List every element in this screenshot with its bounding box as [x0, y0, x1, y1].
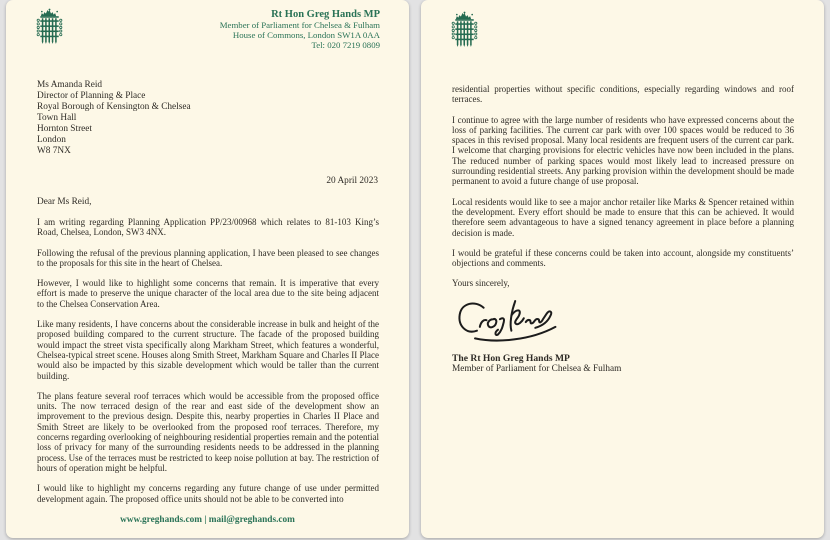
recipient-line: Ms Amanda Reid	[37, 80, 103, 90]
letterhead-role: Member of Parliament for Chelsea & Fulham	[219, 20, 380, 30]
letterhead-name: Rt Hon Greg Hands MP	[271, 9, 380, 20]
paragraph: Like many residents, I have concerns about the considerable increase in bulk and height of the proposed building compared to the current structure. The facade of the proposed building would impact the street vista specifically along Markham Street, which features a wonderful, Chelsea-typical street scene. Houses along Smith Street, Markham Square and Charles II Place would also be impacted by this sizable development which would be taller than the current building.	[37, 319, 379, 381]
letter-page-1	[6, 0, 409, 538]
recipient-line: London	[37, 135, 66, 145]
letterhead-telephone: Tel: 020 7219 0809	[311, 39, 380, 50]
recipient-line: Royal Borough of Kensington & Chelsea	[37, 102, 191, 112]
closing: Yours sincerely,	[452, 278, 510, 289]
paragraph: residential properties without specific conditions, especially regarding windows and roof terraces.	[452, 84, 794, 105]
letter-page-2	[421, 0, 824, 538]
paragraph: However, I would like to highlight some concerns that remain. It is imperative that every effort is made to preserve the unique character of the local area due to the site being adjacent to the Chelsea Conservation Area.	[37, 278, 379, 309]
paragraph: I continue to agree with the large number of residents who have expressed concerns about the loss of parking facilities. The current car park with over 100 spaces would be reduced to 36 spaces in this revised proposal. Many local residents are frequent users of the current car park. I welcome that charging provisions for electric vehicles have now been included in the plans. The reduced number of parking spaces would most likely lead to increased pressure on surrounding residential streets. Any parking provision within the development should be made permanent to avoid a future change of use proposal.	[452, 114, 794, 187]
letter-date: 20 April 2023	[326, 176, 378, 186]
letterhead-address: House of Commons, London SW1A 0AA	[232, 29, 380, 40]
paragraph: I am writing regarding Planning Application PP/23/00968 which relates to 81-103 King’s Road, Chelsea, London, SW3 4NX.	[37, 217, 379, 238]
salutation: Dear Ms Reid,	[37, 197, 92, 207]
paragraph: I would be grateful if these concerns could be taken into account, alongside my constituents’ objections and comments.	[452, 247, 794, 269]
signer-title: Member of Parliament for Chelsea & Fulham	[452, 363, 622, 374]
paragraph: Following the refusal of the previous planning application, I have been pleased to see changes to the proposals for this site in the heart of Chelsea.	[37, 247, 379, 268]
paragraph: The plans feature several roof terraces which would be accessible from the proposed office units. The now terraced design of the rear and east side of the development show an improvement to the previous design. Despite this, nearby properties in Charles II Place and Smith Street are likely to be overlooked from the proposed roof terraces. Therefore, my concerns regarding overlooking of neighbouring residential properties remain and the potential loss of privacy for many of the surrounding residents needs to be addressed in the planning process. Use of the terraces must be restricted to keep noise pollution at bay. The restriction of hours of operation might be helpful.	[37, 390, 379, 473]
letterhead	[220, 9, 380, 50]
contact-footer: www.greghands.com | mail@greghands.com	[120, 515, 295, 525]
recipient-line: Hornton Street	[37, 124, 92, 134]
recipient-line: Director of Planning & Place	[37, 91, 146, 101]
letter-body-page-2	[452, 84, 794, 375]
recipient-line: Town Hall	[37, 113, 77, 123]
recipient-line: W8 7NX	[37, 146, 71, 156]
paragraph: Local residents would like to see a major anchor retailer like Marks & Spencer retained within the development. Every effort should be made to ensure that this can be achieved. It would therefore seem advantageous to have a signed tenancy agreement in place before a planning decision is made.	[452, 196, 794, 238]
parliament-portcullis-crest-icon	[449, 11, 480, 54]
signer-name: The Rt Hon Greg Hands MP	[452, 352, 570, 364]
parliament-portcullis-crest-icon	[34, 8, 65, 51]
recipient-address-block	[37, 80, 191, 157]
letter-body-page-1	[37, 217, 379, 514]
signature	[454, 299, 564, 349]
paragraph: I would like to highlight my concerns regarding any future change of use under permitted development again. The proposed office units should not be able to be converted into	[37, 483, 379, 504]
